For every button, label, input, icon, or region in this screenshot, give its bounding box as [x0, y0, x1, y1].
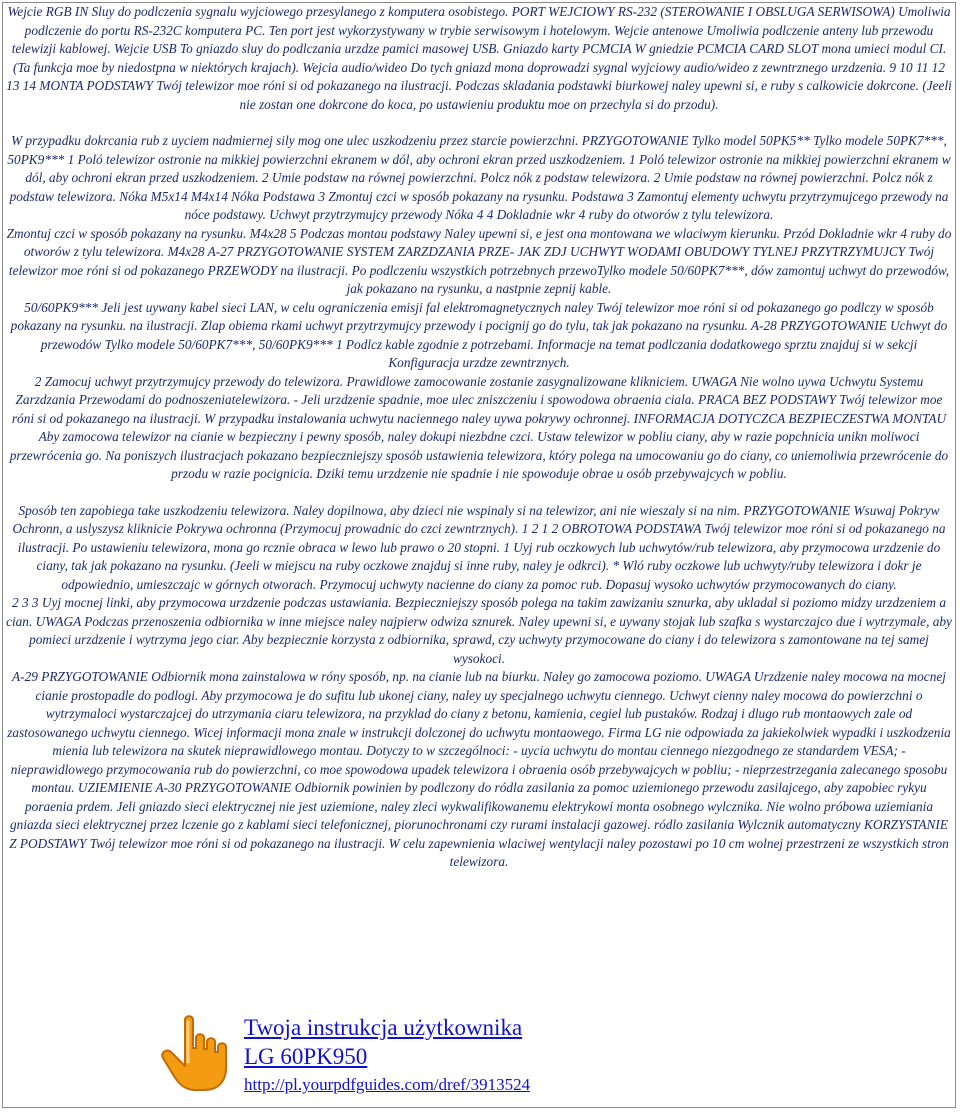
hand-pointer-icon — [155, 1012, 237, 1094]
paragraph-spacer — [6, 114, 952, 132]
paragraph-spacer — [6, 484, 952, 502]
footer — [155, 1012, 675, 1104]
model-link[interactable]: LG 60PK950 — [244, 1044, 368, 1069]
paragraph-preparation: W przypadku dokrcania rub z uyciem nadmiernej sily mog one ulec uszkodzeniu przez starcie powierzchni. PRZYGOTOWANIE Tylko model 50PK5** Tylko modele 50PK7***, 50PK9*** 1 Poló telewizor ostronie na mikkiej powierzchni ekranem w dól, aby ochroni ekran przed uszkodzeniem. 1 Poló telewizor ostronie na mikkiej powierzchni ekranem w dól, aby ochroni ekran przed uszkodzeniem. 2 Umie podstaw na równej powierzchni. Polcz nók z podstaw telewizora. 2 Umie podstaw na równej powierzchni. Polcz nók z podstaw telewizora. Nóka M5x14 M4x14 Nóka Podstawa 3 Zmontuj czci w sposób pokazany na rysunku. Podstawa 3 Zamontuj elementy uchwytu przytrzymujcego przewody na nóce podstawy. Uchwyt przytrzymujcy przewody Nóka 4 4 Dokladnie wkr 4 ruby do otworów z tylu telewizora. — [7, 133, 951, 222]
document-body — [6, 3, 952, 872]
paragraph-stand-assembly: Zmontuj czci w sposób pokazany na rysunku. M4x28 5 Podczas montau podstawy Naley upewni si, e jest ona montowana we wlaciwym kierunku. Przód Dokladnie wkr 4 ruby do otworów z tylu telewizora. M4x28 A-27 PRZYGOTOWANIE SYSTEM ZARZDZANIA PRZE- JAK ZDJ UCHWYT WODAMI OBUDOWY TYLNEJ PRZYTRZYMUJCY Twój telewizor moe róni si od pokazanego PRZEWODY na ilustracji. Po podlczeniu wszystkich potrzebnych przewoTylko modele 50/60PK7***, dów zamontuj uchwyt do przewodów, jak pokazano na rysunku, a nastpnie zepnij kable. — [6, 225, 952, 296]
manual-title-link[interactable]: Twoja instrukcja użytkownika — [244, 1015, 523, 1040]
paragraph-cable-holder: 50/60PK9*** Jeli jest uywany kabel sieci LAN, w celu ograniczenia emisji fal elektromagnetycznych naley Twój telewizor moe róni si od pokazanego go podlczy w sposób pokazany na rysunku. na ilustracji. Zlap obiema rkami uchwyt przytrzymujcy przewody i pocignij go do tylu, tak jak pokazano na rysunku. A-28 PRZYGOTOWANIE Uchwyt do przewodów Tylko modele 50/60PK7***, 50/60PK9*** 1 Podlcz kable zgodnie z potrzebami. Informacje na temat podlczania dodatkowego sprztu znajduj si w sekcji Konfiguracja urzdze zewntrznych. — [10, 299, 948, 370]
paragraph-wall-mount-grounding: A-29 PRZYGOTOWANIE Odbiornik mona zainstalowa w róny sposób, np. na cianie lub na biurku. Naley go zamocowa poziomo. UWAGA Urzdzenie naley mocowa na mocnej cianie prostopadle do podlogi. Aby przymocowa je do sufitu lub ukonej ciany, naley uy specjalnego uchwytu ciennego. Uchwyt cienny naley mocowa do powierzchni o wytrzymaloci wystarczajcej do utrzymania ciaru telewizora, na przyklad do ciany z betonu, kamienia, cegiel lub pustaków. Rodzaj i dlugo rub montaowych zale od zastosowanego uchwytu ciennego. Wicej informacji mona znale w instrukcji dolczonej do uchwytu montaowego. Firma LG nie odpowiada za jakiekolwiek wypadki i uszkodzenia mienia lub telewizora na skutek nieprawidlowego montau. Dotyczy to w szczególnoci: - uycia uchwytu do montau ciennego niezgodnego ze standardem VESA; - nieprawidlowego przymocowania rub do powierzchni, co moe spowodowa upadek telewizora i obraenia osób przebywajcych w pobliu; - nieprzestrzegania zalecanego sposobu montau. UZIEMIENIE A-30 PRZYGOTOWANIE Odbiornik powinien by podlczony do ródla zasilania za pomoc uziemionego przewodu zasilajcego, aby zapobiec rykyu poraenia prdem. Jeli gniazdo sieci elektrycznej nie jest uziemione, naley zleci wykwalifikowanemu elektrykowi monta osobnego wylcznika. Nie wolno próbowa uziemiania gniazda sieci elektrycznej przez lczenie go z kablami sieci telefonicznej, piorunochronami czy rurami instalacji gazowej. ródlo zasilania Wylcznik automatyczny KORZYSTANIE Z PODSTAWY Twój telewizor moe róni si od pokazanego na ilustracji. W celu zapewnienia wlaciwej wentylacji naley pozostawi po 10 cm wolnej przestrzeni ze wszystkich stron telewizora. — [7, 669, 951, 869]
footer-links — [244, 1014, 530, 1098]
paragraph-safety-installation: 2 Zamocuj uchwyt przytrzymujcy przewody do telewizora. Prawidlowe zamocowanie zostanie zasygnalizowane klikniciem. UWAGA Nie wolno uywa Uchwytu Systemu Zarzdzania Przewodami do podnoszeniatelewizora. - Jeli urzdzenie spadnie, moe ulec zniszczeniu i spowodowa obraenia ciala. PRACA BEZ PODSTAWY Twój telewizor moe róni si od pokazanego na ilustracji. W przypadku instalowania uchwytu naciennego naley uywa pokrywy ochronnej. INFORMACJA DOTYCZCA BEZPIECZESTWA MONTAU Aby zamocowa telewizor na cianie w bezpieczny i pewny sposób, naley dokupi niezbdne czci. Ustaw telewizor w pobliu ciany, aby w razie popchnicia unikn moliwoci przewrócenia go. Na poniszych ilustracjach pokazano bezpieczniejszy sposób ustawienia telewizora, który polega na umocowaniu go do ciany, co uniemoliwia przewrócenie do przodu w razie pocignicia. Dziki temu urzdzenie nie spadnie i nie spowoduje obrae u osób przebywajcych w pobliu. — [9, 373, 949, 481]
paragraph-connectors: Wejcie RGB IN Sluy do podlczenia sygnalu wyjciowego przesylanego z komputera osobistego. PORT WEJCIOWY RS-232 (STEROWANIE I OBSLUGA SERWISOWA) Umoliwia podlczenie do portu RS-232C komputera PC. Ten port jest wykorzystywany w trybie serwisowym i hotelowym. Wejcie antenowe Umoliwia podlczenie anteny lub przewodu telewizji kablowej. Wejcie USB To gniazdo sluy do podlczania urzdze pamici masowej USB. Gniazdo karty PCMCIA W gniedzie PCMCIA CARD SLOT mona umieci modul CI. (Ta funkcja moe by niedostpna w niektórych krajach). Wejcia audio/wideo Do tych gniazd mona doprowadzi sygnal wyjciowy audio/wideo z zewntrznego urzdzenia. 9 10 11 12 13 14 MONTA PODSTAWY Twój telewizor moe róni si od pokazanego na ilustracji. Podczas skladania podstawki biurkowej naley upewni si, e ruby s calkowicie dokrcone. (Jeeli nie zostan one dokrcone do koca, po ustawieniu produktu moe on przechyla si do przodu). — [6, 4, 952, 112]
source-url-link[interactable]: http://pl.yourpdfguides.com/dref/3913524 — [244, 1075, 531, 1094]
paragraph-swivel-stand: Sposób ten zapobiega take uszkodzeniu telewizora. Naley dopilnowa, aby dzieci nie wspinaly si na telewizor, ani nie wieszaly si na nim. PRZYGOTOWANIE Wsuwaj Pokryw Ochronn, a uslyszysz kliknicie Pokrywa ochronna (Przymocuj prowadnic do czci zewntrznych). 1 2 1 2 OBROTOWA PODSTAWA Twój telewizor moe róni si od pokazanego na ilustracji. Po ustawieniu telewizora, mona go rcznie obraca w lewo lub prawo o 20 stopni. 1 Uyj rub oczkowych lub uchwytów/rub telewizora, aby przymocowa urzdzenie do ciany, tak jak pokazano na rysunku. (Jeeli w miejscu na ruby oczkowe znajduj si inne ruby, naley je odkrci). * Wló ruby oczkowe lub uchwyty/ruby telewizora i dokr je odpowiednio, umieszczajc w górnych otworach. Przymocuj uchwyty nacienne do ciany za pomoc rub. Dopasuj wysoko uchwytów przymocowanych do ciany. — [12, 502, 946, 592]
paragraph-strong-cord: 2 3 3 Uyj mocnej linki, aby przymocowa urzdzenie podczas ustawiania. Bezpieczniejszy sposób polega na takim zawizaniu sznurka, aby ukladal si poziomo midzy urzdzeniem a cian. UWAGA Podczas przenoszenia odbiornika w inne miejsce naley najpierw odwiza sznurek. Naley upewni si, e uywany stojak lub szafka s wystarczajco due i wytrzymale, aby pomieci urzdzenie i wytrzyma jego ciar. Aby bezpiecznie korzysta z odbiornika, sprawd, czy uchwyty przymocowane do ciany i do telewizora s zamontowane na tej samej wysokoci. — [6, 595, 952, 666]
